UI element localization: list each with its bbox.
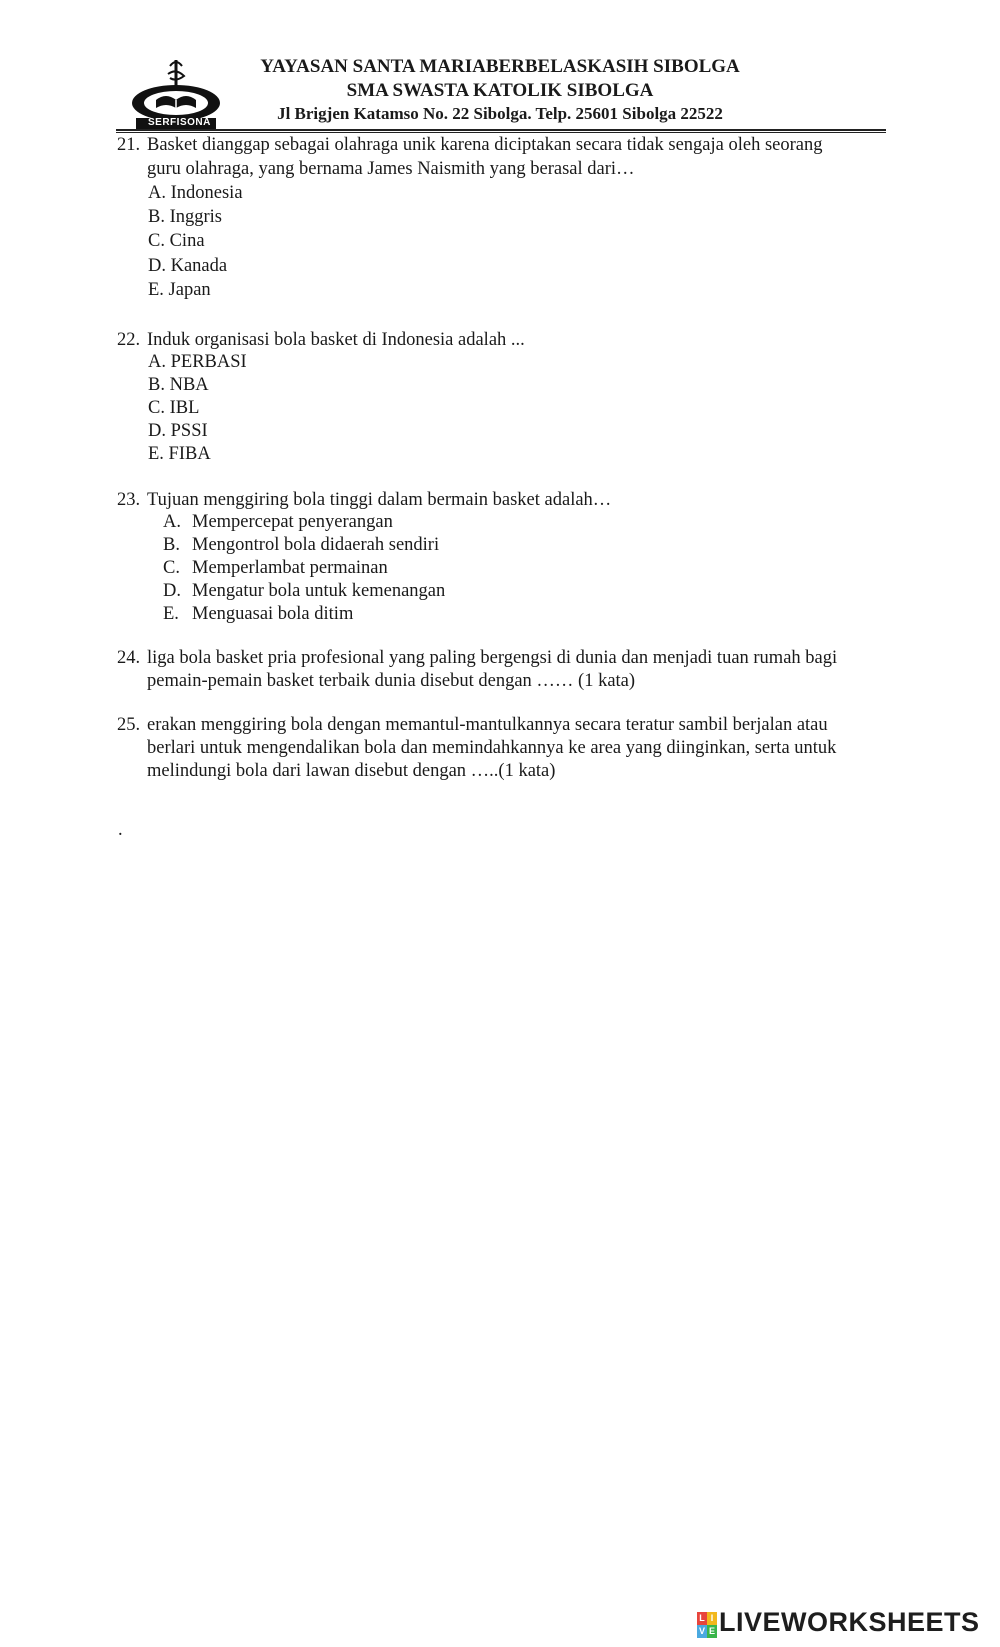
question-23-option-letter: A. xyxy=(163,512,181,532)
badge-letter-e: E xyxy=(708,1626,715,1636)
question-23-option-letter: E. xyxy=(163,604,179,624)
question-23-option[interactable]: Mempercepat penyerangan xyxy=(192,512,393,532)
liveworksheets-badge xyxy=(697,1612,717,1638)
question-21-text: Basket dianggap sebagai olahraga unik karena diciptakan secara tidak sengaja oleh seorang xyxy=(147,135,823,155)
question-23-number: 23. xyxy=(117,490,141,510)
question-25-text: erakan menggiring bola dengan memantul-mantulkannya secara teratur sambil berjalan atau xyxy=(147,715,828,735)
question-22-option[interactable]: E. FIBA xyxy=(148,444,211,464)
question-23-option[interactable]: Mengatur bola untuk kemenangan xyxy=(192,581,446,601)
question-23-option[interactable]: Menguasai bola ditim xyxy=(192,604,354,624)
question-23-option[interactable]: Memperlambat permainan xyxy=(192,558,388,578)
question-24-number: 24. xyxy=(117,648,141,668)
question-21-option[interactable]: A. Indonesia xyxy=(148,183,243,203)
question-22-option[interactable]: D. PSSI xyxy=(148,421,208,441)
school-address: Jl Brigjen Katamso No. 22 Sibolga. Telp. 25601 Sibolga 22522 xyxy=(277,104,723,123)
badge-letter-i: I xyxy=(707,1612,717,1625)
question-22-option[interactable]: B. NBA xyxy=(148,375,209,395)
question-23-option-letter: C. xyxy=(163,558,180,578)
badge-letter-l: L xyxy=(697,1612,707,1625)
question-21-option[interactable]: E. Japan xyxy=(148,280,211,300)
question-22-option[interactable]: A. PERBASI xyxy=(148,352,247,372)
question-23-text: Tujuan menggiring bola tinggi dalam bermain basket adalah… xyxy=(147,490,612,510)
question-21-option[interactable]: C. Cina xyxy=(148,231,205,251)
foundation-name: YAYASAN SANTA MARIABERBELASKASIH SIBOLGA xyxy=(260,56,740,77)
question-21-option[interactable]: B. Inggris xyxy=(148,207,222,227)
question-25-text: melindungi bola dari lawan disebut dengan …..(1 kata) xyxy=(147,761,556,781)
question-22-text: Induk organisasi bola basket di Indonesia adalah ... xyxy=(147,330,525,350)
liveworksheets-wordmark[interactable]: LIVEWORKSHEETS xyxy=(719,1607,980,1637)
question-23-option-letter: B. xyxy=(163,535,180,555)
question-21-option[interactable]: D. Kanada xyxy=(148,256,228,276)
question-21-text: guru olahraga, yang bernama James Naismith yang berasal dari… xyxy=(147,159,635,179)
trailing-dot: . xyxy=(118,820,123,840)
school-name: SMA SWASTA KATOLIK SIBOLGA xyxy=(346,80,654,101)
question-25-text: berlari untuk mengendalikan bola dan memindahkannya ke area yang diinginkan, serta untuk xyxy=(147,738,837,758)
question-24-text: liga bola basket pria profesional yang paling bergengsi di dunia dan menjadi tuan rumah bagi xyxy=(147,648,838,668)
question-25-number: 25. xyxy=(117,715,141,735)
question-23-option-letter: D. xyxy=(163,581,181,601)
question-24-text: pemain-pemain basket terbaik dunia disebut dengan …… (1 kata) xyxy=(147,671,636,691)
question-21-number: 21. xyxy=(117,135,141,155)
question-23-option[interactable]: Mengontrol bola didaerah sendiri xyxy=(192,535,440,555)
badge-letter-v: V xyxy=(698,1626,705,1636)
question-22-option[interactable]: C. IBL xyxy=(148,398,200,418)
logo-text: SERFISONA xyxy=(148,117,211,128)
header-rule xyxy=(116,129,886,131)
question-22-number: 22. xyxy=(117,330,141,350)
